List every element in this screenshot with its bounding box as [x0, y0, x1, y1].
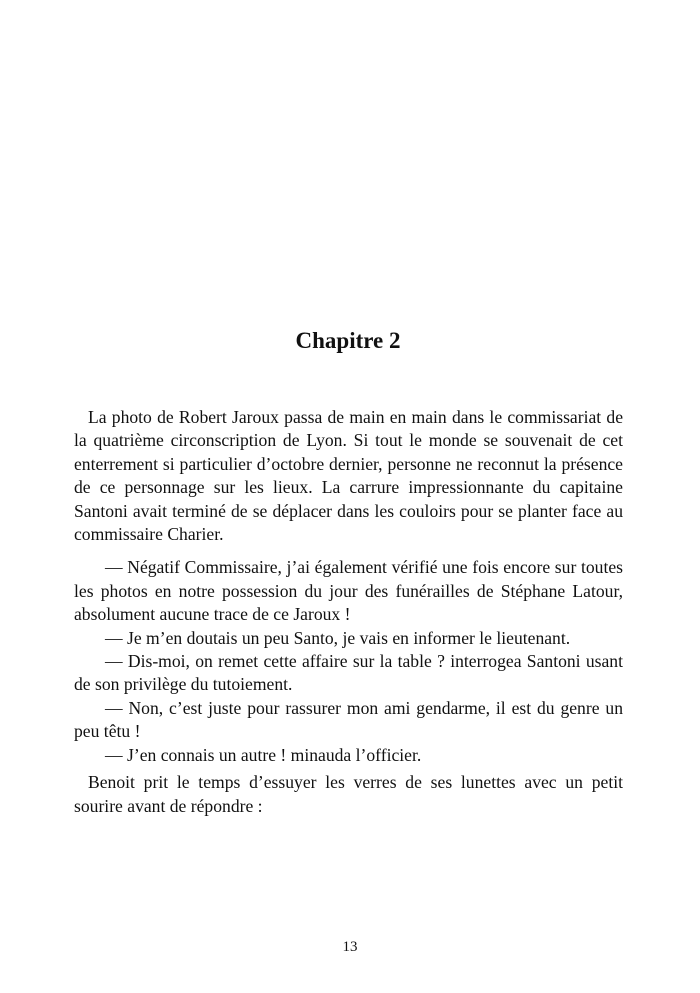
dialogue-line: — Non, c’est juste pour rassurer mon ami gendarme, il est du genre un peu têtu ! — [74, 697, 623, 742]
dialogue-line: — Je m’en doutais un peu Santo, je vais en informer le lieutenant. — [105, 627, 571, 648]
chapter-title: Chapitre 2 — [295, 328, 401, 353]
chapter-body — [74, 406, 623, 818]
dialogue-line: — Négatif Commissaire, j’ai également vérifié une fois encore sur toutes les photos en notre possession du jour des funérailles de Stéphane Latour, absolument aucune trace de ce Jaroux ! — [74, 557, 623, 625]
narrative-paragraph: Benoit prit le temps d’essuyer les verres de ses lunettes avec un petit sourire avant de répondre : — [74, 772, 623, 816]
dialogue-line: — J’en connais un autre ! minauda l’officier. — [105, 744, 422, 765]
narrative-paragraph: La photo de Robert Jaroux passa de main en main dans le commissariat de la quatrième circonscription de Lyon. Si tout le monde se souvenait de cet enterrement si particulier d’octobre dernier, personne ne reconnut la présence de ce personnage sur les lieux. La carrure impressionnante du capitaine Santoni avait terminé de se déplacer dans les couloirs pour se planter face au commissaire Charier. — [74, 407, 623, 545]
dialogue-line: — Dis-moi, on remet cette affaire sur la table ? interrogea Santoni usant de son privilège du tutoiement. — [74, 651, 623, 695]
page-number: 13 — [342, 939, 358, 955]
